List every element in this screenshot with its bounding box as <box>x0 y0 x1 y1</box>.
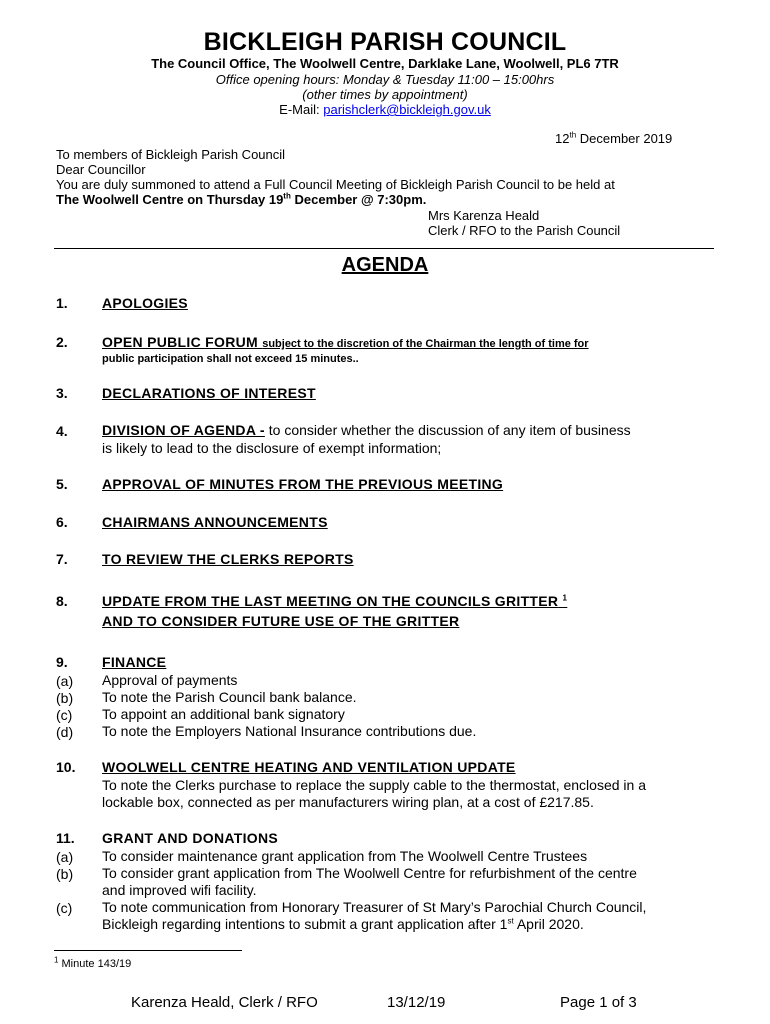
item-heading-public-forum: OPEN PUBLIC FORUM subject to the discretion of the Chairman the length of time for <box>102 334 589 350</box>
sub-label: (b) <box>56 866 74 882</box>
sub-text: To note the Employers National Insurance contributions due. <box>102 723 477 739</box>
item-heading-grants: GRANT AND DONATIONS <box>102 830 279 846</box>
item-number: 4. <box>56 423 68 439</box>
sub-label: (a) <box>56 849 74 865</box>
item-note-continued: public participation shall not exceed 15 minutes.. <box>102 353 359 365</box>
appointment-note: (other times by appointment) <box>302 87 468 102</box>
item-heading-declarations: DECLARATIONS OF INTEREST <box>102 385 316 401</box>
letter-date: 12th December 2019 <box>555 130 673 146</box>
footnote-divider <box>54 950 242 951</box>
sub-text: To consider grant application from The Woolwell Centre for refurbishment of the centre <box>102 865 637 881</box>
recipient-line: To members of Bickleigh Parish Council <box>56 147 286 162</box>
sub-label: (c) <box>56 900 73 916</box>
signatory-role: Clerk / RFO to the Parish Council <box>428 223 621 238</box>
item-note: subject to the discretion of the Chairman the length of time for <box>262 338 589 350</box>
footnote: $^1$ Minute 143/19 <box>54 955 132 970</box>
item-number: 9. <box>56 654 68 670</box>
item-heading-apologies: APOLOGIES <box>102 295 188 311</box>
sub-label: (a) <box>56 673 74 689</box>
sub-label: (c) <box>56 707 73 723</box>
sub-text: Approval of payments <box>102 672 238 688</box>
item-heading-minutes: APPROVAL OF MINUTES FROM THE PREVIOUS MEETING <box>102 476 504 492</box>
office-hours: Office opening hours: Monday & Tuesday 11:00 – 15:00hrs <box>215 72 555 87</box>
item-number: 6. <box>56 514 68 530</box>
item-heading-gritter-2: AND TO CONSIDER FUTURE USE OF THE GRITTER <box>102 613 460 629</box>
sub-text: Bickleigh regarding intentions to submit a grant application after 1st April 2020. <box>102 916 584 932</box>
sub-text: To note the Parish Council bank balance. <box>102 689 357 705</box>
item-number: 3. <box>56 385 68 401</box>
council-address: The Council Office, The Woolwell Centre, Darklake Lane, Woolwell, PL6 7TR <box>151 56 619 71</box>
item-text: To note the Clerks purchase to replace the supply cable to the thermostat, enclosed in a <box>102 777 646 793</box>
item-division-of-agenda: DIVISION OF AGENDA - to consider whether the discussion of any item of business <box>102 422 631 438</box>
item-number: 2. <box>56 334 68 350</box>
footnote-ref: 1 <box>562 593 568 603</box>
footer-author: Karenza Heald, Clerk / RFO <box>131 994 318 1011</box>
email-label: E-Mail: <box>279 102 320 117</box>
sub-text: To note communication from Honorary Treasurer of St Mary’s Parochial Church Council, <box>102 899 647 915</box>
email-line <box>0 102 770 117</box>
sub-label: (d) <box>56 724 74 740</box>
council-title: BICKLEIGH PARISH COUNCIL <box>203 28 567 56</box>
salutation: Dear Councillor <box>56 162 146 177</box>
sub-text: To appoint an additional bank signatory <box>102 706 345 722</box>
meeting-venue: The Woolwell Centre on Thursday 19th December @ 7:30pm. <box>56 191 427 207</box>
signatory-name: Mrs Karenza Heald <box>428 208 540 223</box>
item-text: lockable box, connected as per manufacturers wiring plan, at a cost of £217.85. <box>102 794 594 810</box>
item-number: 5. <box>56 476 68 492</box>
item-text: is likely to lead to the disclosure of exempt information; <box>102 440 442 456</box>
item-number: 1. <box>56 295 68 311</box>
item-heading-heating: WOOLWELL CENTRE HEATING AND VENTILATION UPDATE <box>102 759 516 775</box>
item-number: 11. <box>56 830 75 846</box>
sub-label: (b) <box>56 690 74 706</box>
divider <box>54 248 714 249</box>
item-heading-announcements: CHAIRMANS ANNOUNCEMENTS <box>102 514 328 530</box>
sub-text: and improved wifi facility. <box>102 882 257 898</box>
footer-page: Page 1 of 3 <box>560 994 637 1011</box>
footer-date: 13/12/19 <box>387 994 446 1011</box>
item-number: 7. <box>56 551 68 567</box>
summons-text: You are duly summoned to attend a Full Council Meeting of Bickleigh Parish Council to be held at <box>56 177 615 192</box>
item-heading-gritter: UPDATE FROM THE LAST MEETING ON THE COUNCILS GRITTER $^1$ <box>102 593 568 609</box>
email-link[interactable]: parishclerk@bickleigh.gov.uk <box>323 102 491 117</box>
item-heading-clerks-reports: TO REVIEW THE CLERKS REPORTS <box>102 551 354 567</box>
item-heading-finance: FINANCE <box>102 654 167 670</box>
item-number: 10. <box>56 759 76 775</box>
agenda-title: AGENDA <box>341 254 429 276</box>
sub-text: To consider maintenance grant application from The Woolwell Centre Trustees <box>102 848 588 864</box>
item-number: 8. <box>56 593 68 609</box>
